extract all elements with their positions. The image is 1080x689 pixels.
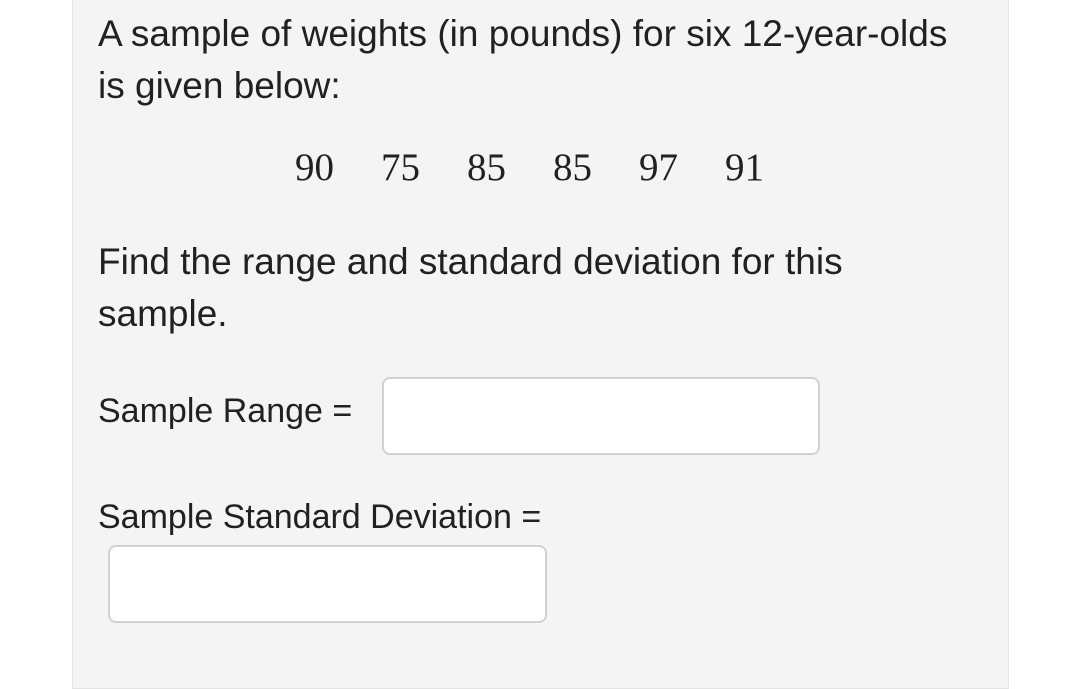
sample-range-input[interactable] [382,377,820,455]
weight-value: 75 [381,146,420,189]
sample-sd-input[interactable] [108,545,547,623]
weights-data-row [295,142,764,194]
weight-value: 91 [725,146,764,189]
problem-intro: A sample of weights (in pounds) for six 12-year-olds is given below: [98,13,948,106]
sample-sd-label: Sample Standard Deviation = [98,498,542,536]
weight-value: 85 [467,146,506,189]
sample-range-label: Sample Range = [98,392,353,430]
weight-value: 90 [295,146,334,189]
problem-question: Find the range and standard deviation for this sample. [98,241,843,334]
question-card [72,0,1009,689]
weight-value: 85 [553,146,592,189]
weight-value: 97 [639,146,678,189]
